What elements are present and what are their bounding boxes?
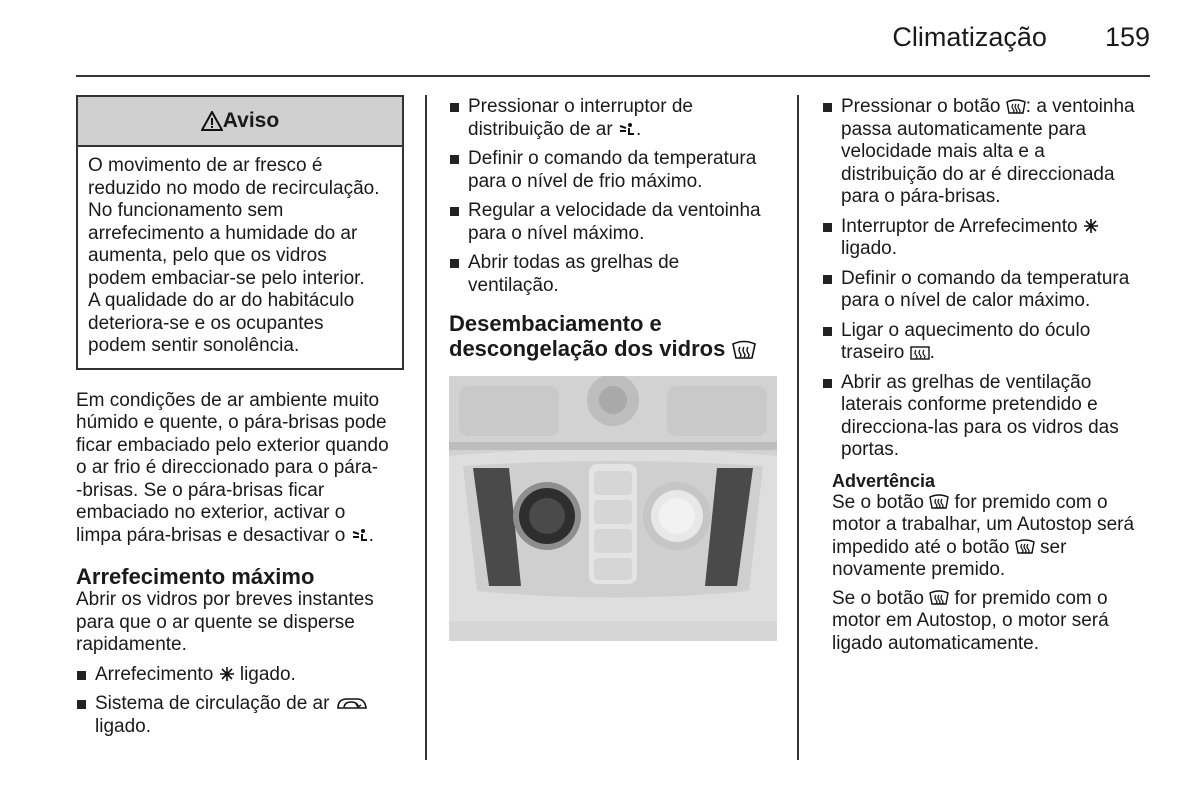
- list-text: ligado.: [95, 715, 151, 737]
- list-text: Sistema de circulação de ar: [95, 693, 330, 714]
- list-text: para o nível máximo.: [468, 222, 645, 244]
- paragraph-line: ficar embaciado pelo exterior quando: [76, 434, 389, 456]
- list-text: Ligar o aquecimento do óculo: [841, 319, 1091, 341]
- note-text: impedido até o botão: [832, 536, 1010, 558]
- advertencia-note: [832, 470, 1162, 656]
- heading-defrost: [449, 311, 784, 361]
- note-line: [832, 588, 1162, 611]
- list-item: [76, 693, 411, 738]
- note-line: novamente premido.: [832, 559, 1006, 580]
- warning-line: A qualidade do ar do habitáculo: [88, 290, 355, 311]
- warning-line: podem embaciar-se pelo interior.: [88, 267, 365, 289]
- max-cooling-list: [76, 664, 411, 739]
- max-cooling-steps: [449, 96, 784, 297]
- windscreen-defrost-icon: [929, 494, 949, 510]
- list-text: laterais conforme pretendido e: [841, 394, 1098, 415]
- windscreen-defrost-icon: [929, 590, 949, 606]
- list-text: ventilação.: [468, 274, 559, 296]
- paragraph-line: embaciado no exterior, activar o: [76, 502, 346, 523]
- note-text: for premido com o: [954, 491, 1108, 513]
- list-text: direcciona-las para os vidros das: [841, 416, 1119, 438]
- heading-line: Desembaciamento e: [449, 311, 662, 336]
- list-text: Regular a velocidade da ventoinha: [468, 200, 761, 221]
- intro-line: para que o ar quente se disperse: [76, 611, 355, 633]
- air-distribution-icon: [618, 122, 636, 136]
- list-text: ligado.: [841, 238, 897, 259]
- note-text: Se o botão: [832, 491, 924, 513]
- note-paragraph-1: [832, 492, 1162, 582]
- note-text: for premido com o: [954, 587, 1108, 609]
- intro-line: rapidamente.: [76, 634, 187, 655]
- climate-panel-illustration: [449, 376, 777, 641]
- windscreen-defrost-icon: [1015, 539, 1035, 555]
- list-text: [841, 342, 1162, 365]
- list-item: [449, 252, 784, 297]
- list-item: [449, 148, 784, 193]
- list-text: Abrir todas as grelhas de: [468, 252, 680, 273]
- period: .: [929, 342, 935, 363]
- note-line: [832, 492, 1162, 515]
- paragraph-line: o ar frio é direccionado para o pára-: [76, 457, 379, 478]
- snowflake-icon: [1083, 218, 1099, 234]
- list-text: Definir o comando da temperatura: [841, 267, 1130, 289]
- note-title: Advertência: [832, 470, 936, 491]
- page-number: 159: [1104, 22, 1150, 52]
- list-text: passa automaticamente para: [841, 118, 1087, 140]
- column-1: [76, 95, 411, 745]
- list-text: [468, 119, 784, 142]
- climate-control-photo: [449, 376, 777, 641]
- list-item: [822, 372, 1162, 462]
- column-3: [822, 96, 1162, 655]
- paragraph-line: [76, 525, 411, 548]
- list-text: para o nível de frio máximo.: [468, 170, 703, 192]
- list-item: [76, 664, 411, 687]
- snowflake-icon: [219, 666, 235, 682]
- intro-line: Abrir os vidros por breves instantes: [76, 589, 374, 610]
- warning-line: arrefecimento a humidade do ar: [88, 222, 358, 244]
- note-paragraph-2: [832, 588, 1162, 656]
- note-text: Se o botão: [832, 587, 924, 609]
- paragraph-line: Em condições de ar ambiente muito: [76, 389, 380, 411]
- list-text: Pressionar o interruptor de: [468, 96, 693, 117]
- header-rule: [76, 75, 1150, 77]
- note-line: motor a trabalhar, um Autostop será: [832, 514, 1135, 535]
- list-text: [841, 216, 1162, 239]
- windscreen-defrost-icon: [731, 340, 757, 360]
- warning-line: reduzido no modo de recirculação.: [88, 177, 380, 199]
- warning-triangle-icon: [201, 111, 223, 131]
- paragraph-line: húmido e quente, o pára-brisas pode: [76, 412, 387, 433]
- warning-line: deteriora-se e os ocupantes: [88, 312, 324, 334]
- list-text: Arrefecimento: [95, 663, 214, 685]
- list-item: [822, 320, 1162, 365]
- list-item: [449, 200, 784, 245]
- warning-header: [78, 97, 402, 147]
- list-text-part: : a ventoinha: [1025, 96, 1135, 117]
- note-line: motor em Autostop, o motor será: [832, 610, 1109, 631]
- paragraph-line: -brisas. Se o pára-brisas ficar: [76, 479, 325, 501]
- column-divider-1: [425, 95, 427, 760]
- humidity-paragraph: [76, 390, 411, 548]
- heading-text: descongelação dos vidros: [449, 336, 726, 361]
- warning-line: podem sentir sonolência.: [88, 335, 300, 356]
- period: .: [368, 524, 374, 546]
- note-line: [832, 537, 1162, 560]
- list-text-part: Pressionar o botão: [841, 96, 1001, 117]
- warning-line: No funcionamento sem: [88, 200, 284, 221]
- list-text: [841, 96, 1162, 119]
- warning-box: [76, 95, 404, 370]
- list-text: Abrir as grelhas de ventilação: [841, 371, 1092, 393]
- list-item: [822, 268, 1162, 313]
- list-text: Definir o comando da temperatura: [468, 148, 757, 169]
- warning-text: [78, 147, 402, 368]
- air-recirculation-icon: [335, 696, 369, 712]
- windscreen-defrost-icon: [1006, 99, 1026, 115]
- warning-line: aumenta, pelo que os vidros: [88, 245, 327, 266]
- page-header: [892, 22, 1150, 53]
- warning-line: O movimento de ar fresco é: [88, 155, 323, 176]
- list-text-part: traseiro: [841, 342, 905, 363]
- max-cooling-intro: [76, 589, 411, 657]
- list-text: velocidade mais alta e a: [841, 141, 1045, 162]
- list-item: [449, 96, 784, 141]
- list-text: portas.: [841, 439, 900, 460]
- list-item: [822, 216, 1162, 261]
- heading-max-cooling: Arrefecimento máximo: [76, 564, 315, 589]
- section-title: Climatização: [892, 22, 1047, 52]
- list-text: para o nível de calor máximo.: [841, 290, 1091, 311]
- list-text-part: Interruptor de Arrefecimento: [841, 215, 1078, 237]
- warning-title: Aviso: [222, 108, 280, 132]
- rear-window-heater-icon: [910, 345, 930, 361]
- column-2: [449, 96, 784, 361]
- column-divider-2: [797, 95, 799, 760]
- note-text: ser: [1040, 536, 1067, 558]
- list-item: [822, 96, 1162, 209]
- list-text-part: distribuição de ar: [468, 118, 613, 140]
- list-text: ligado.: [239, 663, 296, 685]
- note-line: ligado automaticamente.: [832, 632, 1040, 654]
- paragraph-text: limpa pára-brisas e desactivar o: [76, 524, 346, 546]
- list-text: distribuição do ar é direccionada: [841, 163, 1115, 185]
- air-distribution-icon: [351, 528, 369, 542]
- heading-line: [449, 336, 784, 361]
- defrost-steps: [822, 96, 1162, 462]
- list-text: para o pára-brisas.: [841, 186, 1001, 207]
- period: .: [635, 118, 642, 140]
